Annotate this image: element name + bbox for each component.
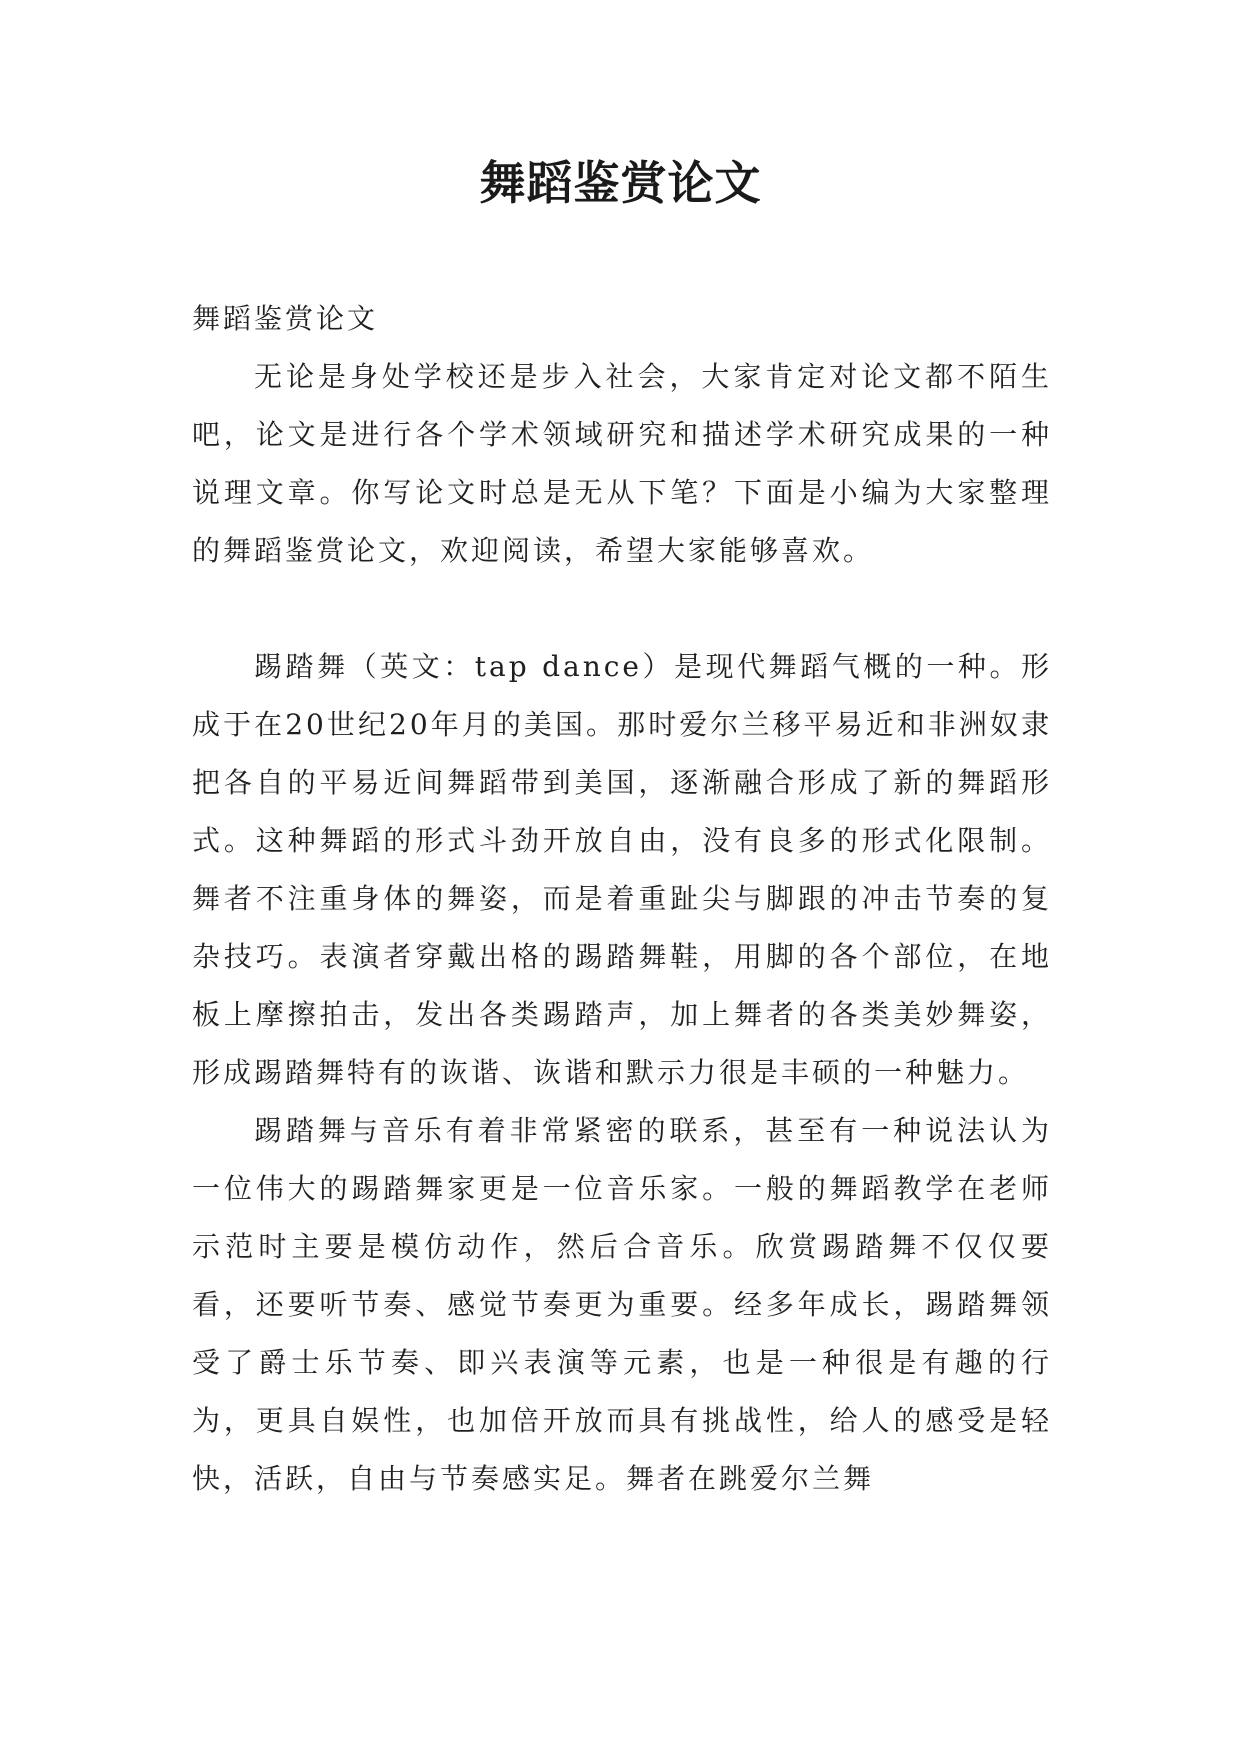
paragraph-heading: 舞蹈鉴赏论文 — [192, 302, 379, 335]
paragraph-tap-dance-music: 踢踏舞与音乐有着非常紧密的联系，甚至有一种说法认为一位伟大的踢踏舞家更是一位音乐家。一般的舞蹈教学在老师示范时主要是模仿动作，然后合音乐。欣赏踢踏舞不仅仅要看，还要听节奏、感觉节奏更为重要。经多年成长，踢踏舞领受了爵士乐节奏、即兴表演等元素，也是一种很是有趣的行为，更具自娱性，也加倍开放而具有挑战性，给人的感受是轻快，活跃，自由与节奏感实足。舞者在跳爱尔兰舞 — [192, 1114, 1052, 1495]
paragraph-tap-dance-origin: 踢踏舞（英文：tap dance）是现代舞蹈气概的一种。形成于在20世纪20年月的美国。那时爱尔兰移平易近和非洲奴隶把各自的平易近间舞蹈带到美国，逐渐融合形成了新的舞蹈形式。这种舞蹈的形式斗劲开放自由，没有良多的形式化限制。舞者不注重身体的舞姿，而是着重趾尖与脚跟的冲击节奏的复杂技巧。表演者穿戴出格的踢踏舞鞋，用脚的各个部位，在地板上摩擦拍击，发出各类踢踏声，加上舞者的各类美妙舞姿，形成踢踏舞特有的诙谐、诙谐和默示力很是丰硕的一种魅力。 — [192, 650, 1052, 1089]
document-body — [192, 290, 1052, 1508]
document-title: 舞蹈鉴赏论文 — [479, 156, 762, 210]
paragraph-intro: 无论是身处学校还是步入社会，大家肯定对论文都不陌生吧，论文是进行各个学术领域研究和描述学术研究成果的一种说理文章。你写论文时总是无从下笔？下面是小编为大家整理的舞蹈鉴赏论文，欢迎阅读，希望大家能够喜欢。 — [192, 360, 1052, 567]
